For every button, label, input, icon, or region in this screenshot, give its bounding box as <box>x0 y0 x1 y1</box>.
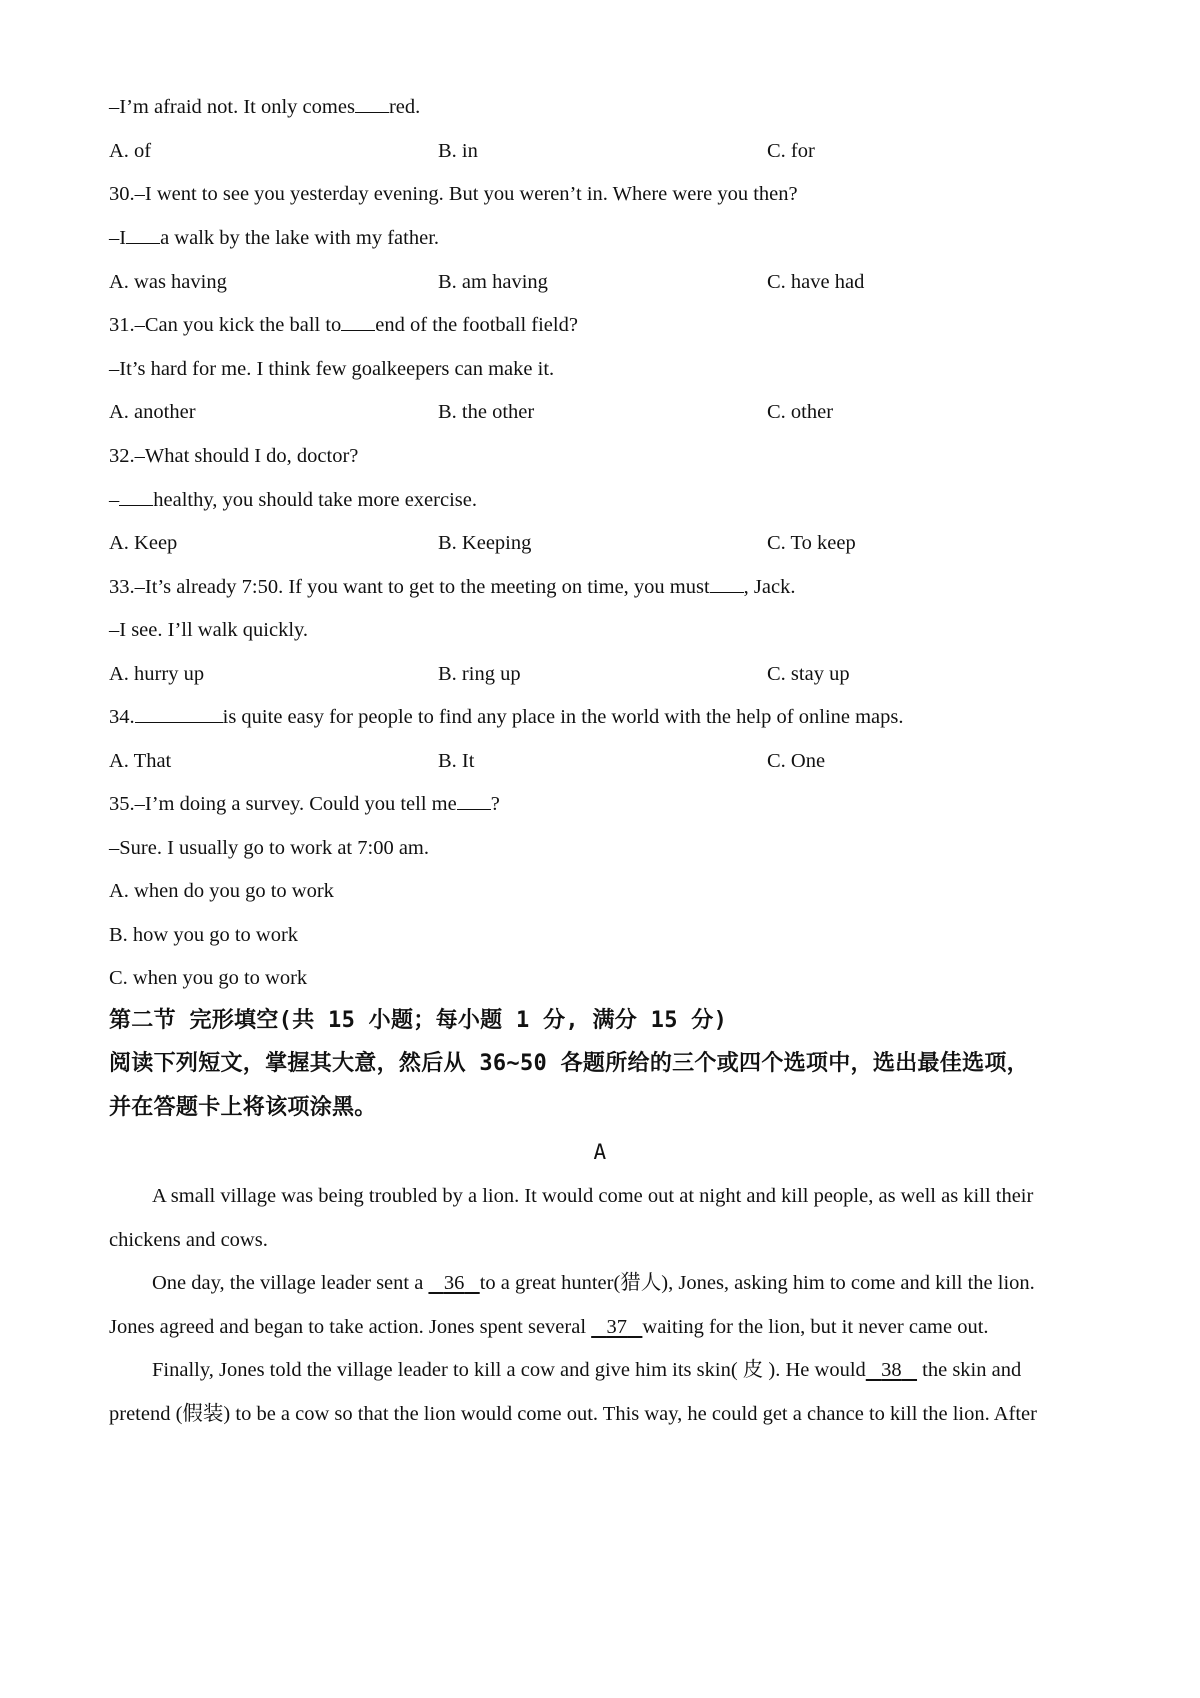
option-c: C. One <box>767 750 826 772</box>
q31-question-text-end: end of the football field? <box>375 314 578 336</box>
passage-text: to a great hunter(猎人), Jones, asking him to come and kill the lion. <box>479 1272 1035 1294</box>
blank-38 <box>866 1359 917 1381</box>
blank-37 <box>591 1316 642 1338</box>
q33-question-text: 33.–It’s already 7:50. If you want to get to the meeting on time, you must <box>109 576 710 598</box>
passage-p2-line1 <box>152 1270 1100 1296</box>
q32-answer-line <box>109 487 1100 513</box>
option-b: B. the other <box>438 401 535 423</box>
passage-p3-line1 <box>152 1357 1100 1383</box>
q29-answer-text-end: red. <box>388 96 421 118</box>
q34-question <box>109 704 1100 730</box>
q33-answer: –I see. I’ll walk quickly. <box>109 619 309 641</box>
blank <box>119 504 153 506</box>
blank <box>341 329 375 331</box>
q31-answer: –It’s hard for me. I think few goalkeepers can make it. <box>109 358 555 380</box>
blank-36 <box>428 1272 479 1294</box>
q35-question <box>109 791 1100 817</box>
option-c: C. have had <box>767 271 865 293</box>
q35-question-text: 35.–I’m doing a survey. Could you tell me <box>109 793 457 815</box>
q33-question-text-end: , Jack. <box>743 576 796 598</box>
passage-text: Jones agreed and began to take action. Jones spent several <box>109 1316 592 1338</box>
q35-option-c: C. when you go to work <box>109 967 308 989</box>
passage-text: the skin and <box>917 1359 1022 1381</box>
option-a: A. hurry up <box>109 663 205 685</box>
section-title: 第二节 完形填空(共 15 小题；每小题 1 分, 满分 15 分) <box>109 1008 728 1033</box>
blank <box>710 591 744 593</box>
blank <box>355 111 389 113</box>
option-b: B. am having <box>438 271 548 293</box>
option-a: A. was having <box>109 271 227 293</box>
q35-question-text-end: ? <box>490 793 500 815</box>
blank-36-number: 36 <box>443 1272 465 1294</box>
q31-question-text: 31.–Can you kick the ball to <box>109 314 342 336</box>
blank-38-number: 38 <box>881 1359 902 1381</box>
q34-question-text: is quite easy for people to find any place in the world with the help of online maps. <box>222 706 904 728</box>
blank <box>126 242 160 244</box>
q30-answer-text-end: a walk by the lake with my father. <box>160 227 440 249</box>
option-c: C. other <box>767 401 834 423</box>
q30-answer-text: –I <box>109 227 127 249</box>
q32-answer-text: – <box>109 489 120 511</box>
option-b: B. in <box>438 140 478 162</box>
section-instruction-line1: 阅读下列短文，掌握其大意，然后从 36~50 各题所给的三个或四个选项中，选出最佳选项， <box>109 1051 1029 1076</box>
passage-text: One day, the village leader sent a <box>152 1272 429 1294</box>
q35-option-b: B. how you go to work <box>109 924 299 946</box>
q29-answer-line <box>109 94 1100 120</box>
blank-37-number: 37 <box>606 1316 628 1338</box>
passage-text: waiting for the lion, but it never came out. <box>642 1316 989 1338</box>
option-c: C. stay up <box>767 663 850 685</box>
q35-option-a: A. when do you go to work <box>109 880 334 902</box>
option-a: A. That <box>109 750 172 772</box>
section-instruction-line2: 并在答题卡上将该项涂黑。 <box>109 1095 377 1120</box>
q30-question: 30.–I went to see you yesterday evening. But you weren’t in. Where were you then? <box>109 183 798 205</box>
passage-p1-line1: A small village was being troubled by a lion. It would come out at night and kill people, as well as kill their <box>152 1185 1034 1207</box>
q34-question-number: 34. <box>109 706 135 728</box>
q30-answer-line <box>109 225 1100 251</box>
q31-question <box>109 312 1100 338</box>
option-b: B. Keeping <box>438 532 532 554</box>
q29-answer-text: –I’m afraid not. It only comes <box>109 96 355 118</box>
option-a: A. Keep <box>109 532 178 554</box>
passage-p1-line2: chickens and cows. <box>109 1229 268 1251</box>
passage-text: Finally, Jones told the village leader to kill a cow and give him its skin( 皮 ). He would <box>152 1359 866 1381</box>
option-b: B. It <box>438 750 475 772</box>
option-a: A. another <box>109 401 196 423</box>
q35-answer: –Sure. I usually go to work at 7:00 am. <box>109 837 429 859</box>
q32-answer-text-end: healthy, you should take more exercise. <box>153 489 477 511</box>
q32-question: 32.–What should I do, doctor? <box>109 445 359 467</box>
option-c: C. for <box>767 140 815 162</box>
option-a: A. of <box>109 140 152 162</box>
passage-p3-line2: pretend (假装) to be a cow so that the lion would come out. This way, he could get a chance to kill the lion. After <box>109 1403 1037 1425</box>
q33-question <box>109 574 1100 600</box>
passage-label: A <box>593 1140 607 1164</box>
option-b: B. ring up <box>438 663 521 685</box>
passage-p2-line2 <box>109 1314 1100 1340</box>
blank <box>457 808 491 810</box>
blank <box>135 721 223 723</box>
option-c: C. To keep <box>767 532 856 554</box>
